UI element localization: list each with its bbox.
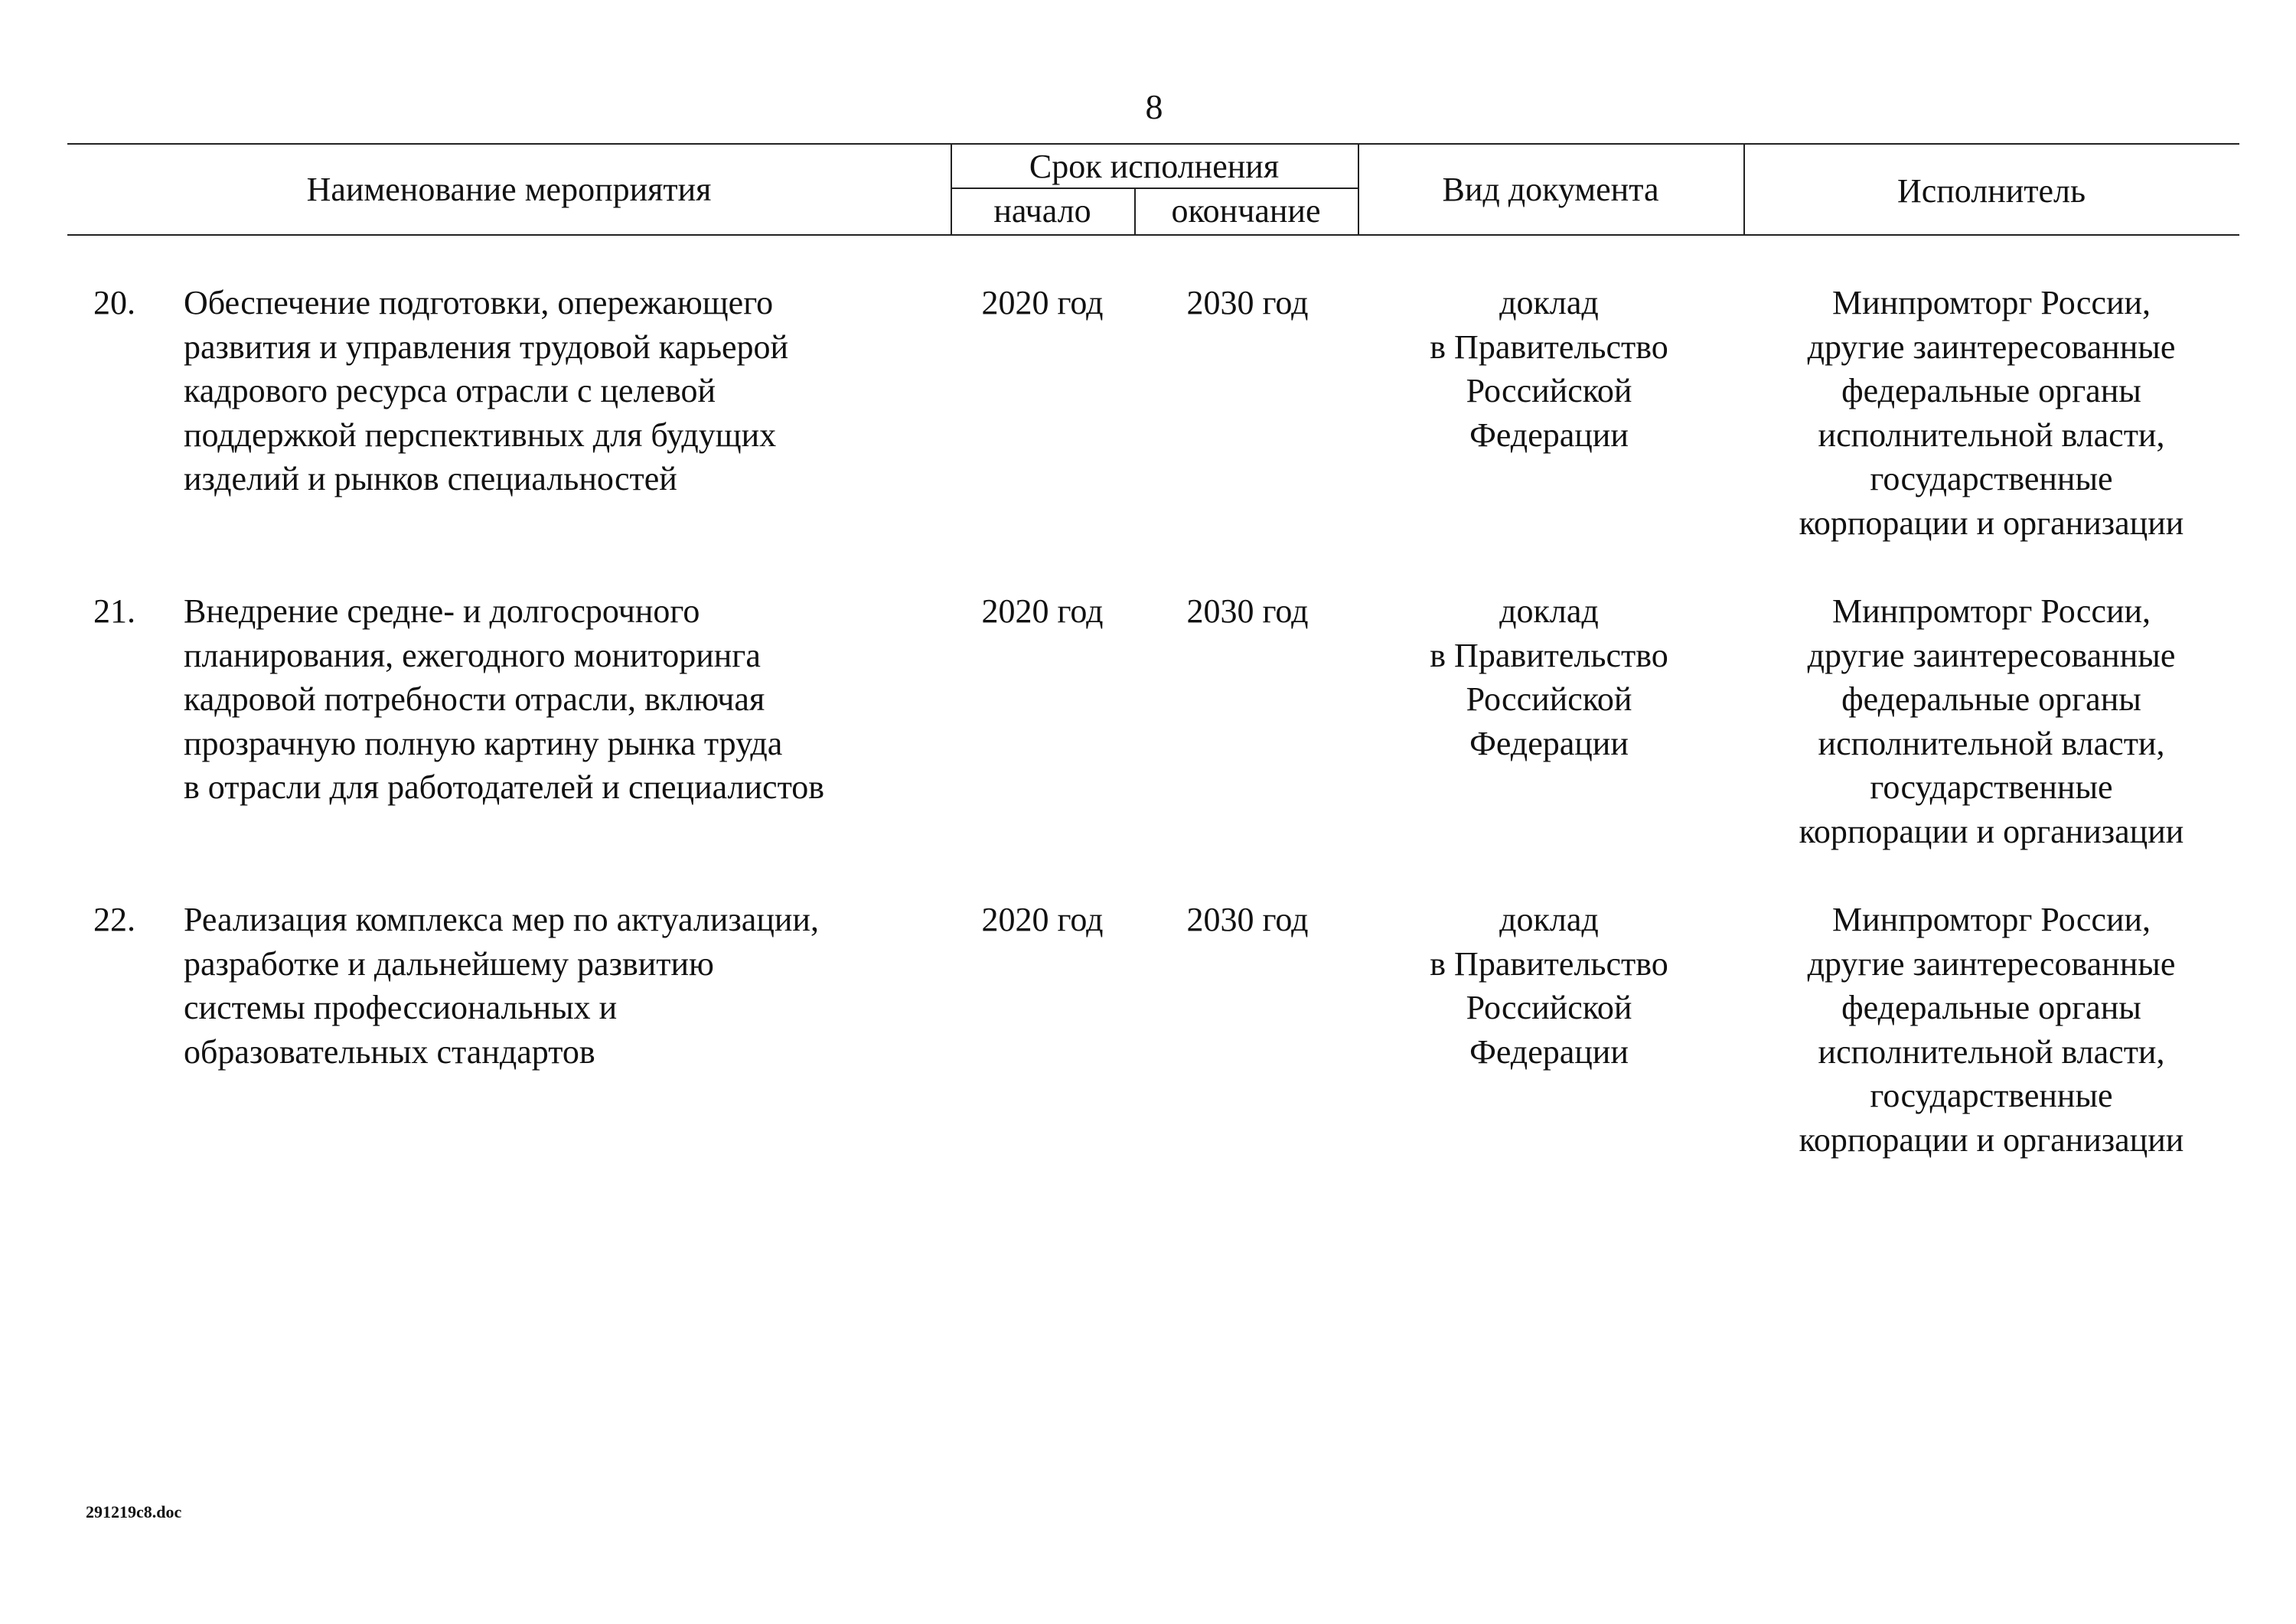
row-number: 22. xyxy=(93,901,135,938)
row-doc-type: доклад в Правительство Российской Федерации xyxy=(1430,284,1668,454)
row-start: 2020 год xyxy=(981,284,1104,321)
row-end: 2030 год xyxy=(1186,901,1309,938)
header-start: начало xyxy=(993,192,1091,230)
header-top-rule xyxy=(67,143,2239,145)
row-executor: Минпромторг России, другие заинтересованные федеральные органы исполнительной власти, государственные корпорации и организации xyxy=(1799,901,2184,1159)
row-executor: Минпромторг России, другие заинтересованные федеральные органы исполнительной власти, государственные корпорации и организации xyxy=(1799,592,2184,850)
row-start: 2020 год xyxy=(981,592,1104,630)
row-name: Внедрение средне- и долгосрочного планирования, ежегодного мониторинга кадровой потребности отрасли, включая прозрачную полную картину рынка труда в отрасли для работодателей и специалистов xyxy=(184,592,825,807)
row-doc-type: доклад в Правительство Российской Федерации xyxy=(1430,901,1668,1071)
page-number: 8 xyxy=(1145,87,1163,126)
header-bottom-rule xyxy=(67,234,2239,236)
row-number: 20. xyxy=(93,284,135,321)
header-doc-type: Вид документа xyxy=(1442,171,1659,208)
header-executor: Исполнитель xyxy=(1896,172,2086,210)
row-start: 2020 год xyxy=(981,901,1104,938)
term-divider-rule xyxy=(951,188,1358,189)
header-end: окончание xyxy=(1171,192,1321,230)
row-name: Обеспечение подготовки, опережающего развития и управления трудовой карьерой кадрового ресурса отрасли с целевой поддержкой перспективных для будущих изделий и рынков специальностей xyxy=(184,284,789,498)
row-number: 21. xyxy=(93,592,135,630)
row-executor: Минпромторг России, другие заинтересованные федеральные органы исполнительной власти, государственные корпорации и организации xyxy=(1799,284,2184,542)
row-doc-type: доклад в Правительство Российской Федерации xyxy=(1430,592,1668,762)
row-name: Реализация комплекса мер по актуализации, разработке и дальнейшему развитию системы профессиональных и образовательных стандартов xyxy=(184,901,819,1071)
row-end: 2030 год xyxy=(1186,592,1309,630)
footer-filename: 291219c8.doc xyxy=(86,1502,182,1521)
header-term: Срок исполнения xyxy=(1029,148,1280,185)
row-end: 2030 год xyxy=(1186,284,1309,321)
header-name: Наименование мероприятия xyxy=(306,171,712,208)
